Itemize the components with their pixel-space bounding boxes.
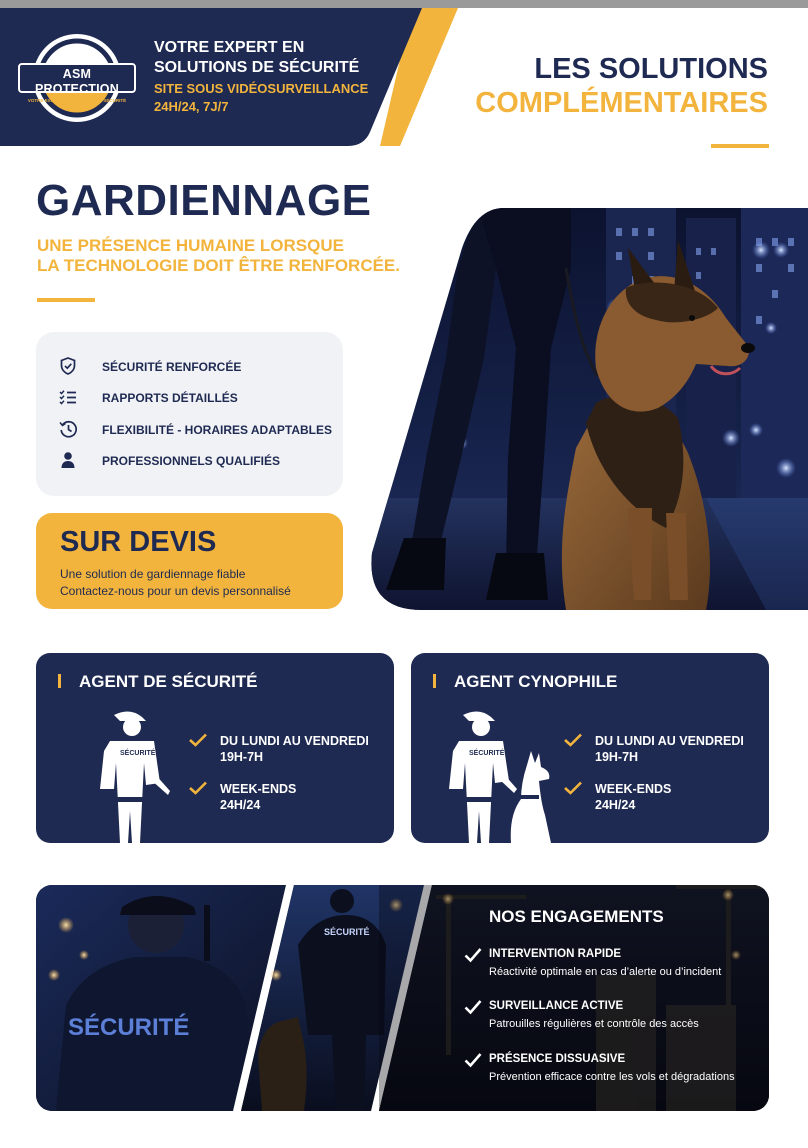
feature-label: RAPPORTS DÉTAILLÉS (102, 391, 238, 405)
card-title: AGENT CYNOPHILE (454, 672, 618, 691)
engagement-label: SURVEILLANCE ACTIVE (489, 1000, 624, 1012)
schedule-item (564, 781, 764, 813)
shield-check-icon (58, 356, 78, 376)
schedule-hours: 19H-7H (595, 750, 639, 764)
card-accent (433, 674, 436, 688)
brand-logo (18, 32, 136, 128)
engagement-item (464, 1052, 764, 1085)
engagement-item (464, 947, 764, 980)
service-subtitle-line-1: UNE PRÉSENCE HUMAINE LORSQUE (37, 236, 344, 255)
schedule-days: DU LUNDI AU VENDREDI (595, 734, 744, 748)
engagement-item (464, 999, 764, 1032)
logo-tagline: VOTRE EXPERT EN SOLUTION DE SÉCURITÉ (27, 98, 127, 103)
engagement-label: INTERVENTION RAPIDE (489, 948, 622, 960)
tagline-line-2: SOLUTIONS DE SÉCURITÉ (154, 59, 360, 76)
engagement-description: Réactivité optimale en cas d’alerte ou d’incident (489, 966, 722, 978)
engagement-description: Prévention efficace contre les vols et dégradations (489, 1071, 735, 1083)
guard-badge-text: SÉCURITÉ (120, 750, 156, 757)
solutions-heading-line-1: LES SOLUTIONS (534, 53, 768, 85)
check-icon (564, 733, 582, 747)
security-guard-figure (56, 703, 206, 843)
check-icon (464, 999, 482, 1015)
logo-name: ASM PROTECTION (35, 67, 119, 96)
logo-badge (18, 63, 136, 103)
handler-badge-text: SÉCURITÉ (469, 750, 505, 757)
service-underline (37, 298, 95, 302)
card-title: AGENT DE SÉCURITÉ (79, 672, 258, 691)
schedule-item (189, 781, 389, 813)
service-title: GARDIENNAGE (36, 176, 372, 225)
check-icon (189, 733, 207, 747)
schedule-hours: 24H/24 (595, 798, 636, 812)
engagement-description: Patrouilles régulières et contrôle des accès (489, 1018, 699, 1030)
feature-item (58, 356, 338, 376)
schedule-days: WEEK-ENDS (220, 782, 297, 796)
engagements-banner (36, 885, 769, 1111)
quote-line-1: Une solution de gardiennage fiable (60, 567, 246, 581)
jacket-text: SÉCURITÉ (68, 1014, 190, 1041)
quote-panel (36, 513, 343, 609)
header-tagline (154, 38, 394, 116)
checklist-icon (58, 387, 78, 407)
tagline-line-1: VOTRE EXPERT EN (154, 39, 305, 56)
engagements-title: NOS ENGAGEMENTS (489, 907, 664, 926)
service-subtitle-line-2: LA TECHNOLOGIE DOIT ÊTRE RENFORCÉE. (37, 256, 400, 275)
dog-handler-figure (431, 703, 581, 843)
top-border (0, 0, 808, 8)
check-icon (564, 781, 582, 795)
feature-label: SÉCURITÉ RENFORCÉE (102, 360, 242, 374)
schedule-item (564, 733, 764, 765)
card-security-agent (36, 653, 394, 843)
schedule-days: WEEK-ENDS (595, 782, 672, 796)
schedule-hours: 19H-7H (220, 750, 264, 764)
schedule-item (189, 733, 389, 765)
back-vest-text: SÉCURITÉ (324, 927, 370, 937)
surveillance-line-1: SITE SOUS VIDÉOSURVEILLANCE (154, 81, 369, 96)
surveillance-line-2: 24H/24, 7J/7 (154, 99, 229, 114)
solutions-underline (711, 144, 769, 148)
guard-dog-photo (366, 208, 808, 610)
check-icon (189, 781, 207, 795)
feature-item (58, 387, 338, 407)
quote-title: SUR DEVIS (60, 526, 217, 558)
feature-label: FLEXIBILITÉ - HORAIRES ADAPTABLES (102, 423, 333, 437)
check-icon (464, 1052, 482, 1068)
features-panel (36, 332, 343, 496)
card-accent (58, 674, 61, 688)
quote-line-2: Contactez-nous pour un devis personnalisé (60, 584, 291, 598)
feature-item (58, 450, 338, 470)
user-icon (58, 450, 78, 470)
feature-label: PROFESSIONNELS QUALIFIÉS (102, 454, 281, 468)
check-icon (464, 947, 482, 963)
schedule-hours: 24H/24 (220, 798, 261, 812)
solutions-heading-line-2: COMPLÉMENTAIRES (475, 87, 768, 119)
card-dog-handler (411, 653, 769, 843)
feature-item (58, 419, 338, 439)
engagement-label: PRÉSENCE DISSUASIVE (489, 1053, 626, 1065)
solutions-heading (475, 52, 768, 120)
schedule-days: DU LUNDI AU VENDREDI (220, 734, 369, 748)
clock-icon (58, 419, 78, 439)
